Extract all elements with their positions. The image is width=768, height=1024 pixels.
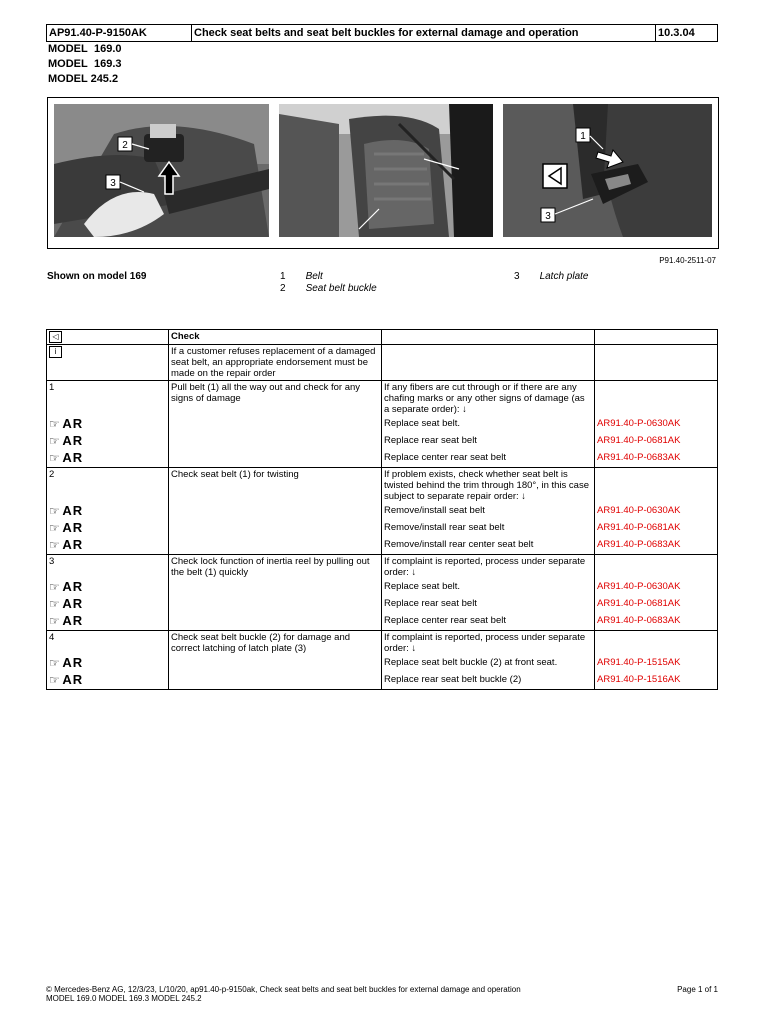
pointing-hand-icon: ☞ [49,521,60,535]
step-condition: If complaint is reported, process under separate order: ↓ [384,632,586,654]
down-arrow-icon: ↓ [411,567,417,578]
callout-3: 3 [110,178,116,189]
action-text: Replace center rear seat belt [384,452,506,463]
ar-reference-marker: ☞ AR [49,655,84,670]
pointing-hand-icon: ☞ [49,538,60,552]
action-text: Replace center rear seat belt [384,615,506,626]
info-icon: i [49,346,62,358]
step-check: Check seat belt buckle (2) for damage and correct latching of latch plate (3) [169,631,382,690]
page-number: Page 1 of 1 [677,985,718,994]
doc-version: 10.3.04 [656,25,718,42]
ar-reference-link[interactable]: AR91.40-P-1515AK [597,657,681,668]
action-text: Replace rear seat belt [384,598,477,609]
buckle-latching-image [54,104,269,237]
ar-reference-marker: ☞ AR [49,416,84,431]
caption-item: 1 Belt [280,271,323,282]
ar-reference-marker: ☞ AR [49,596,84,611]
table-row [47,555,718,631]
ar-reference-marker: ☞ AR [49,450,84,465]
photo-front-seat [279,104,493,237]
model-list [48,42,122,87]
ar-reference-marker: ☞ AR [49,503,84,518]
table-header-row [47,330,718,345]
ar-reference-link[interactable]: AR91.40-P-0630AK [597,581,681,592]
step-number: 1 [49,382,55,393]
model-line: MODEL 245.2 [48,73,119,85]
pointing-hand-icon: ☞ [49,504,60,518]
callout-2: 2 [122,140,128,151]
ar-reference-link[interactable]: AR91.40-P-0681AK [597,598,681,609]
ar-reference-marker: ☞ AR [49,613,84,628]
down-arrow-icon: ↓ [521,491,527,502]
action-text: Replace rear seat belt [384,435,477,446]
shown-on-label: Shown on model 169 [47,271,147,282]
callout-3b: 3 [545,211,551,222]
model-line: MODEL 169.3 [48,58,122,70]
note-icon: ◁ [49,331,62,343]
photo-latch-plate [503,104,712,237]
footer [46,985,718,1003]
down-arrow-icon: ↓ [411,643,417,654]
action-text: Replace seat belt buckle (2) at front seat. [384,657,558,668]
model-line: MODEL 169.0 [48,43,122,55]
ar-reference-marker: ☞ AR [49,433,84,448]
info-box [543,164,567,188]
ar-reference-link[interactable]: AR91.40-P-0681AK [597,522,681,533]
photo-buckle-latching [54,104,269,237]
footer-line1: © Mercedes-Benz AG, 12/3/23, L/10/20, ap91.40-p-9150ak, Check seat belts and seat belt buckles for external damage and operation [46,985,521,994]
step-check: Check lock function of inertia reel by pulling out the belt (1) quickly [169,555,382,631]
step-number: 4 [49,632,55,643]
info-text: If a customer refuses replacement of a damaged seat belt, an appropriate endorsement must be made on the repair order [169,345,382,381]
table-row [47,631,718,690]
step-condition: If any fibers are cut through or if there are any chafing marks or any other signs of damage (as a separate order): ↓ [384,382,585,415]
action-text: Remove/install rear seat belt [384,522,505,533]
pointing-hand-icon: ☞ [49,673,60,687]
step-check: Pull belt (1) all the way out and check for any signs of damage [169,381,382,468]
doc-header [46,24,718,42]
doc-title: Check seat belts and seat belt buckles for external damage and operation [192,25,656,42]
ar-reference-marker: ☞ AR [49,537,84,552]
ar-reference-link[interactable]: AR91.40-P-0683AK [597,615,681,626]
action-text: Remove/install rear center seat belt [384,539,534,550]
pointing-hand-icon: ☞ [49,614,60,628]
ar-reference-marker: ☞ AR [49,579,84,594]
check-table [46,329,718,690]
table-row [47,381,718,468]
table-row [47,468,718,555]
step-condition: If problem exists, check whether seat belt is twisted behind the trim through 180°, in this case subject to separate repair order: ↓ [384,469,589,502]
pointing-hand-icon: ☞ [49,656,60,670]
action-text: Replace rear seat belt buckle (2) [384,674,522,685]
ar-reference-marker: ☞ AR [49,520,84,535]
ar-reference-link[interactable]: AR91.40-P-1516AK [597,674,681,685]
step-condition: If complaint is reported, process under separate order: ↓ [384,556,586,578]
ar-reference-link[interactable]: AR91.40-P-0683AK [597,452,681,463]
figure-number: P91.40-2511-07 [659,256,716,265]
pointing-hand-icon: ☞ [49,451,60,465]
ar-reference-link[interactable]: AR91.40-P-0683AK [597,539,681,550]
step-number: 3 [49,556,55,567]
check-header: Check [169,330,382,345]
ar-reference-link[interactable]: AR91.40-P-0681AK [597,435,681,446]
front-seat-image [279,104,493,237]
latch-plate-image [503,104,712,237]
ar-reference-link[interactable]: AR91.40-P-0630AK [597,418,681,429]
figure-box [47,97,719,249]
pointing-hand-icon: ☞ [49,417,60,431]
pointing-hand-icon: ☞ [49,597,60,611]
step-check: Check seat belt (1) for twisting [169,468,382,555]
info-row [47,345,718,381]
action-text: Replace seat belt. [384,418,461,429]
action-text: Replace seat belt. [384,581,461,592]
callout-1: 1 [580,131,586,142]
ar-reference-link[interactable]: AR91.40-P-0630AK [597,505,681,516]
caption-item: 3 Latch plate [514,271,589,282]
pointing-hand-icon: ☞ [49,580,60,594]
step-number: 2 [49,469,55,480]
down-arrow-icon: ↓ [462,404,467,415]
ar-reference-marker: ☞ AR [49,672,84,687]
doc-id: AP91.40-P-9150AK [47,25,192,42]
pointing-hand-icon: ☞ [49,434,60,448]
caption-item: 2 Seat belt buckle [280,283,377,294]
footer-line2: MODEL 169.0 MODEL 169.3 MODEL 245.2 [46,994,202,1003]
action-text: Remove/install seat belt [384,505,485,516]
